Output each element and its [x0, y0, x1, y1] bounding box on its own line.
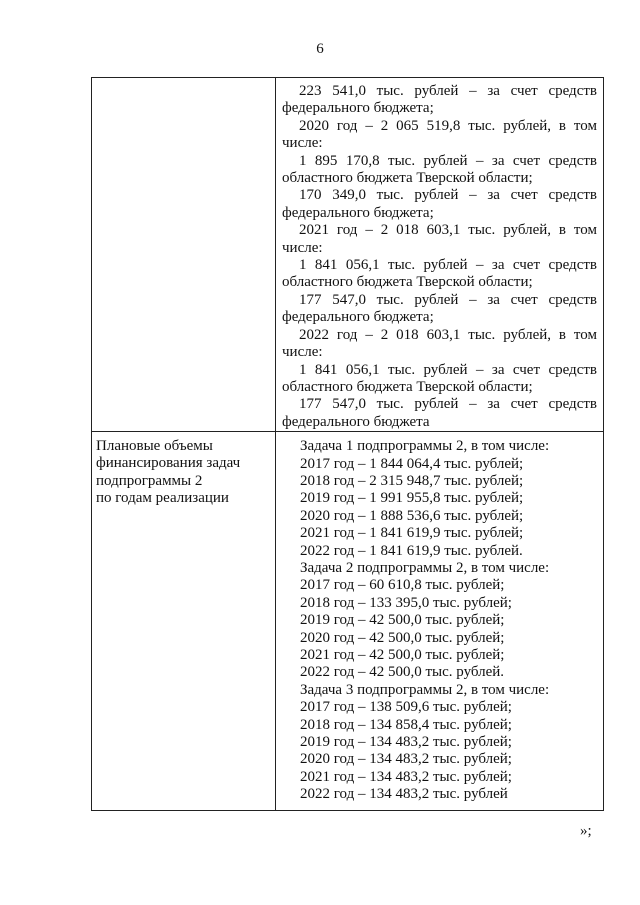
row-label-line: по годам реализации [96, 490, 229, 507]
continuation-line: 177 547,0 тыс. рублей – за счет средств [299, 396, 597, 413]
continuation-line: 1 841 056,1 тыс. рублей – за счет средств [299, 257, 597, 274]
continuation-line: федерального бюджета; [282, 204, 434, 221]
year-allocation-line: 2020 год – 134 483,2 тыс. рублей; [300, 751, 512, 768]
continuation-line: 1 895 170,8 тыс. рублей – за счет средств [299, 152, 597, 169]
year-allocation-line: 2019 год – 42 500,0 тыс. рублей; [300, 612, 505, 629]
year-allocation-line: 2017 год – 60 610,8 тыс. рублей; [300, 577, 505, 594]
year-allocation-line: 2022 год – 134 483,2 тыс. рублей [300, 786, 508, 803]
year-allocation-line: 2021 год – 134 483,2 тыс. рублей; [300, 768, 512, 785]
year-allocation-line: 2021 год – 42 500,0 тыс. рублей; [300, 647, 505, 663]
continuation-line: 2021 год – 2 018 603,1 тыс. рублей, в том [299, 222, 597, 239]
continuation-line: 177 547,0 тыс. рублей – за счет средств [299, 291, 597, 308]
empty-label-cell [92, 78, 276, 432]
continuation-line: областного бюджета Тверской области; [282, 378, 533, 395]
continuation-line: числе: [282, 344, 323, 361]
task-heading: Задача 1 подпрограммы 2, в том числе: [300, 438, 550, 455]
allocation-row [92, 432, 604, 811]
allocation-list [276, 432, 603, 810]
closing-quote-mark: »; [580, 823, 592, 839]
year-allocation-line: 2018 год – 134 858,4 тыс. рублей; [300, 716, 512, 733]
continuation-line: федерального бюджета; [282, 309, 434, 326]
continuation-text [276, 78, 603, 431]
task-heading: Задача 3 подпрограммы 2, в том числе: [300, 681, 550, 698]
task-heading: Задача 2 подпрограммы 2, в том числе: [300, 559, 550, 576]
continuation-line: 223 541,0 тыс. рублей – за счет средств [299, 83, 597, 99]
year-allocation-line: 2022 год – 42 500,0 тыс. рублей. [300, 664, 505, 681]
allocation-cell [276, 432, 604, 811]
row-label [92, 432, 275, 507]
continuation-line: федерального бюджета; [282, 100, 434, 117]
row-label-line: подпрограммы 2 [96, 472, 203, 489]
year-allocation-line: 2022 год – 1 841 619,9 тыс. рублей. [300, 542, 523, 559]
continuation-line: 1 841 056,1 тыс. рублей – за счет средств [299, 361, 597, 378]
continuation-row [92, 78, 604, 432]
row-label-line: финансирования задач [96, 455, 241, 472]
year-allocation-line: 2017 год – 1 844 064,4 тыс. рублей; [300, 455, 524, 472]
continuation-line: числе: [282, 239, 323, 256]
passport-table [91, 77, 604, 811]
year-allocation-line: 2019 год – 134 483,2 тыс. рублей; [300, 734, 512, 751]
continuation-cell [276, 78, 604, 432]
continuation-line: 2022 год – 2 018 603,1 тыс. рублей, в том [299, 326, 597, 343]
row-label-line: Плановые объемы [96, 438, 213, 455]
continuation-line: 170 349,0 тыс. рублей – за счет средств [299, 187, 597, 204]
page-number: 6 [316, 41, 324, 57]
year-allocation-line: 2018 год – 2 315 948,7 тыс. рублей; [300, 472, 524, 489]
row-label-cell [92, 432, 276, 811]
year-allocation-line: 2021 год – 1 841 619,9 тыс. рублей; [300, 525, 524, 542]
continuation-line: числе: [282, 135, 323, 152]
continuation-line: 2020 год – 2 065 519,8 тыс. рублей, в том [299, 117, 597, 134]
year-allocation-line: 2020 год – 42 500,0 тыс. рублей; [300, 629, 505, 646]
year-allocation-line: 2020 год – 1 888 536,6 тыс. рублей; [300, 507, 524, 524]
year-allocation-line: 2019 год – 1 991 955,8 тыс. рублей; [300, 490, 524, 507]
continuation-line: областного бюджета Тверской области; [282, 274, 533, 291]
continuation-line: федерального бюджета [282, 413, 430, 430]
year-allocation-line: 2017 год – 138 509,6 тыс. рублей; [300, 699, 512, 716]
year-allocation-line: 2018 год – 133 395,0 тыс. рублей; [300, 594, 512, 611]
continuation-line: областного бюджета Тверской области; [282, 170, 533, 187]
